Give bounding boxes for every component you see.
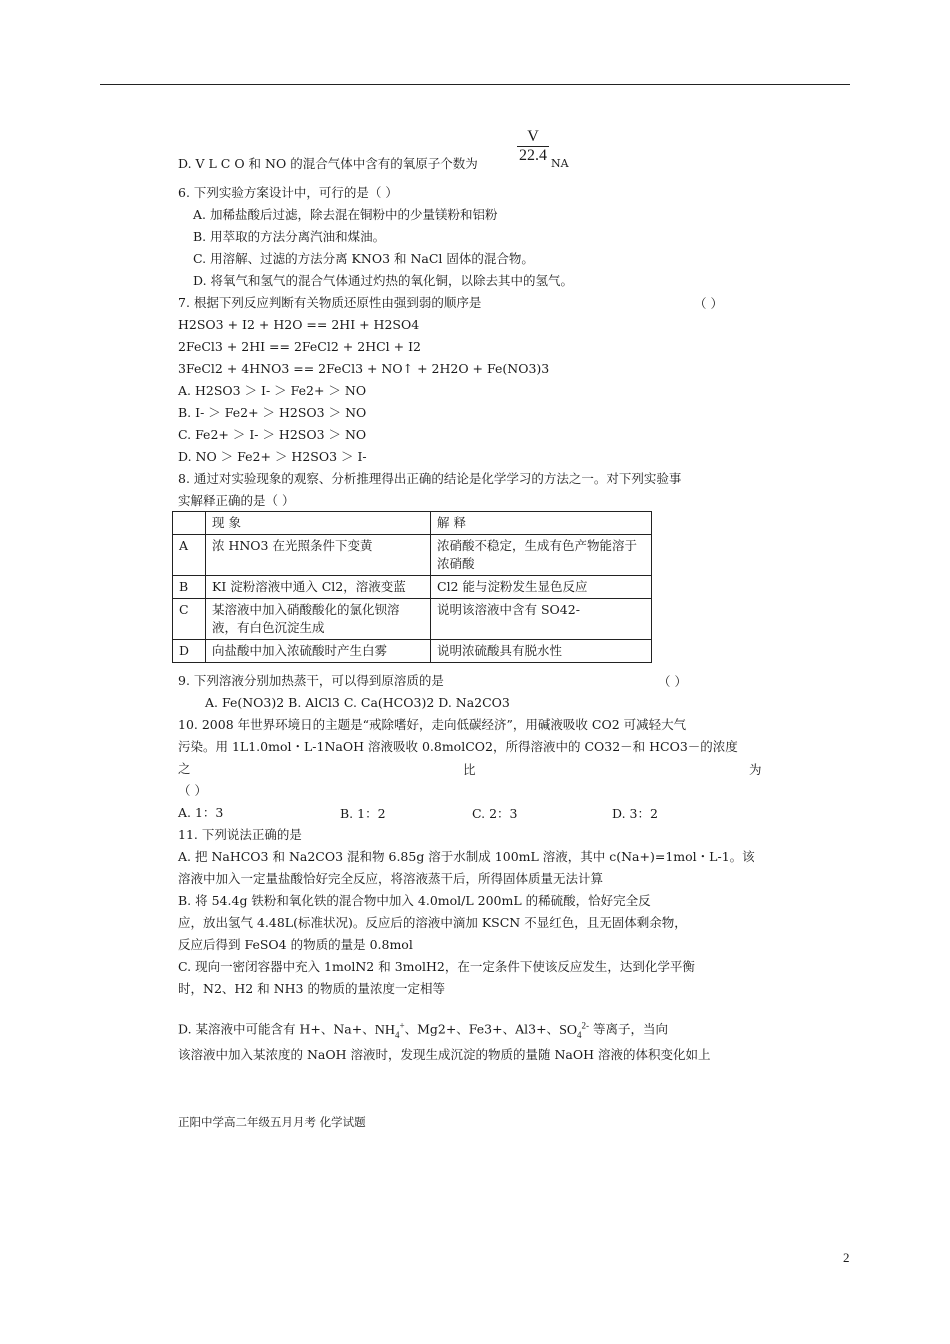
q11-option-c-line-2: 时，N2、H2 和 NH3 的物质的量浓度一定相等	[178, 981, 445, 996]
q11-option-b-line-3: 反应后得到 FeSO4 的物质的量是 0.8mol	[178, 937, 413, 952]
q7-reaction-2: 2FeCl3 + 2HI == 2FeCl2 + 2HCl + I2	[178, 339, 421, 354]
q7-reaction-1: H2SO3 + I2 + H2O == 2HI + H2SO4	[178, 317, 420, 332]
q9-options: A. Fe(NO3)2 B. AlCl3 C. Ca(HCO3)2 D. Na2CO3	[205, 695, 510, 710]
fraction-numerator: V	[517, 128, 549, 147]
table-row	[173, 576, 652, 599]
q8-table	[172, 511, 652, 663]
fraction-suffix: NA	[551, 157, 569, 170]
table-cell	[173, 512, 206, 535]
row-explanation: 说明该溶液中含有 SO42-	[431, 599, 652, 640]
q11-option-c-line-1: C. 现向一密闭容器中充入 1molN2 和 3molH2，在一定条件下使该反应发生，达到化学平衡	[178, 959, 695, 974]
q7-stem: 7. 根据下列反应判断有关物质还原性由强到弱的顺序是	[178, 295, 482, 310]
q11-option-b-line-2: 应，放出氢气 4.48L(标准状况)。反应后的溶液中滴加 KSCN 不显红色，且无固体剩余物，	[178, 915, 687, 930]
table-row	[173, 599, 652, 640]
q6-stem: 6. 下列实验方案设计中，可行的是（ ）	[178, 185, 398, 200]
q9-answer-bracket: （ ）	[658, 674, 687, 689]
q11-option-a-line-1: A. 把 NaHCO3 和 Na2CO3 混和物 6.85g 溶于水制成 100mL 溶液，其中 c(Na+)=1mol・L-1。该	[178, 849, 755, 864]
table-header-explanation: 解 释	[431, 512, 652, 535]
row-phenomenon: 某溶液中加入硝酸酸化的氯化钡溶液，有白色沉淀生成	[206, 599, 431, 640]
row-key: C	[173, 599, 206, 640]
q6-option-b: B. 用萃取的方法分离汽油和煤油。	[193, 229, 386, 244]
q11-stem: 11. 下列说法正确的是	[178, 827, 302, 842]
q11-option-a-line-2: 溶液中加入一定量盐酸恰好完全反应，将溶液蒸干后，所得固体质量无法计算	[178, 871, 604, 886]
q8-stem-line-2: 实解释正确的是（ ）	[178, 493, 295, 508]
row-explanation: Cl2 能与淀粉发生显色反应	[431, 576, 652, 599]
row-explanation: 说明浓硫酸具有脱水性	[431, 640, 652, 663]
q5-option-d: D. V L C O 和 NO 的混合气体中含有的氧原子个数为	[178, 156, 478, 171]
row-key: D	[173, 640, 206, 663]
table-header-row	[173, 512, 652, 535]
q11-d-text-start: D. 某溶液中可能含有 H+、Na+、	[178, 1021, 375, 1037]
ammonium-subscript: 4	[394, 1029, 400, 1040]
q10-option-c: C. 2：3	[472, 806, 518, 821]
q10-option-b: B. 1：2	[340, 806, 386, 821]
table-row	[173, 640, 652, 663]
fraction	[517, 128, 549, 165]
q10-option-d: D. 3：2	[612, 806, 658, 821]
sulfate-base: SO	[559, 1022, 577, 1038]
row-key: B	[173, 576, 206, 599]
row-phenomenon: KI 淀粉溶液中通入 Cl2，溶液变蓝	[206, 576, 431, 599]
ammonium-base: NH	[374, 1022, 395, 1038]
q11-option-b-line-1: B. 将 54.4g 铁粉和氧化铁的混合物中加入 4.0mol/L 200mL 的稀硫酸，恰好完全反	[178, 893, 651, 908]
sulfate-superscript: 2-	[581, 1020, 589, 1030]
row-phenomenon: 向盐酸中加入浓硫酸时产生白雾	[206, 640, 431, 663]
q11-d-text-end: 等离子，当向	[592, 1021, 668, 1037]
q11-d-text-middle: 、Mg2+、Fe3+、Al3+、	[404, 1021, 560, 1037]
table-row	[173, 535, 652, 576]
sulfate-symbol	[559, 1020, 589, 1040]
fraction-denominator: 22.4	[519, 147, 547, 164]
q8-stem-line-1: 8. 通过对实验现象的观察、分析推理得出正确的结论是化学学习的方法之一。对下列实验事	[178, 471, 682, 486]
ammonium-symbol	[374, 1020, 405, 1040]
header-rule	[100, 84, 850, 85]
ammonium-superscript: +	[399, 1020, 405, 1030]
q7-option-b: B. I- ＞ Fe2+ ＞ H2SO3 ＞ NO	[178, 405, 367, 420]
q10-answer-bracket: （ ）	[178, 783, 207, 798]
row-key: A	[173, 535, 206, 576]
q11-option-d-line-1	[178, 1016, 668, 1043]
q9-stem: 9. 下列溶液分别加热蒸干，可以得到原溶质的是	[178, 673, 444, 688]
q7-option-c: C. Fe2+ ＞ I- ＞ H2SO3 ＞ NO	[178, 427, 367, 442]
q10-line-2: 污染。用 1L1.0mol・L-1NaOH 溶液吸收 0.8molCO2，所得溶液中的 CO32－和 HCO3－的浓度	[178, 739, 738, 754]
page-number: 2	[843, 1250, 850, 1265]
sulfate-subscript: 4	[576, 1029, 582, 1040]
q10-line-3-end: 为	[749, 762, 762, 777]
q10-line-1: 10. 2008 年世界环境日的主题是“戒除嗜好，走向低碳经济”，用碱液吸收 CO2 可减轻大气	[178, 717, 687, 732]
q10-line-3-start: 之	[178, 761, 191, 776]
q11-option-d-line-2: 该溶液中加入某浓度的 NaOH 溶液时，发现生成沉淀的物质的量随 NaOH 溶液的体积变化如上	[178, 1047, 711, 1062]
table-header-phenomenon: 现 象	[206, 512, 431, 535]
q6-option-a: A. 加稀盐酸后过滤，除去混在铜粉中的少量镁粉和铝粉	[193, 207, 498, 222]
q6-option-c: C. 用溶解、过滤的方法分离 KNO3 和 NaCl 固体的混合物。	[193, 251, 534, 266]
page-footer: 正阳中学高二年级五月月考 化学试题	[178, 1115, 366, 1129]
q6-option-d: D. 将氧气和氢气的混合气体通过灼热的氧化铜，以除去其中的氢气。	[193, 273, 574, 288]
q10-option-a: A. 1：3	[178, 805, 224, 820]
q7-reaction-3: 3FeCl2 + 4HNO3 == 2FeCl3 + NO↑ + 2H2O + Fe(NO3)3	[178, 361, 550, 376]
q10-line-3-middle: 比	[463, 762, 476, 777]
q7-option-a: A. H2SO3 ＞ I- ＞ Fe2+ ＞ NO	[178, 383, 367, 398]
q7-option-d: D. NO ＞ Fe2+ ＞ H2SO3 ＞ I-	[178, 449, 367, 464]
q7-answer-bracket: （ ）	[694, 296, 723, 311]
row-explanation: 浓硝酸不稳定，生成有色产物能溶于浓硝酸	[431, 535, 652, 576]
row-phenomenon: 浓 HNO3 在光照条件下变黄	[206, 535, 431, 576]
